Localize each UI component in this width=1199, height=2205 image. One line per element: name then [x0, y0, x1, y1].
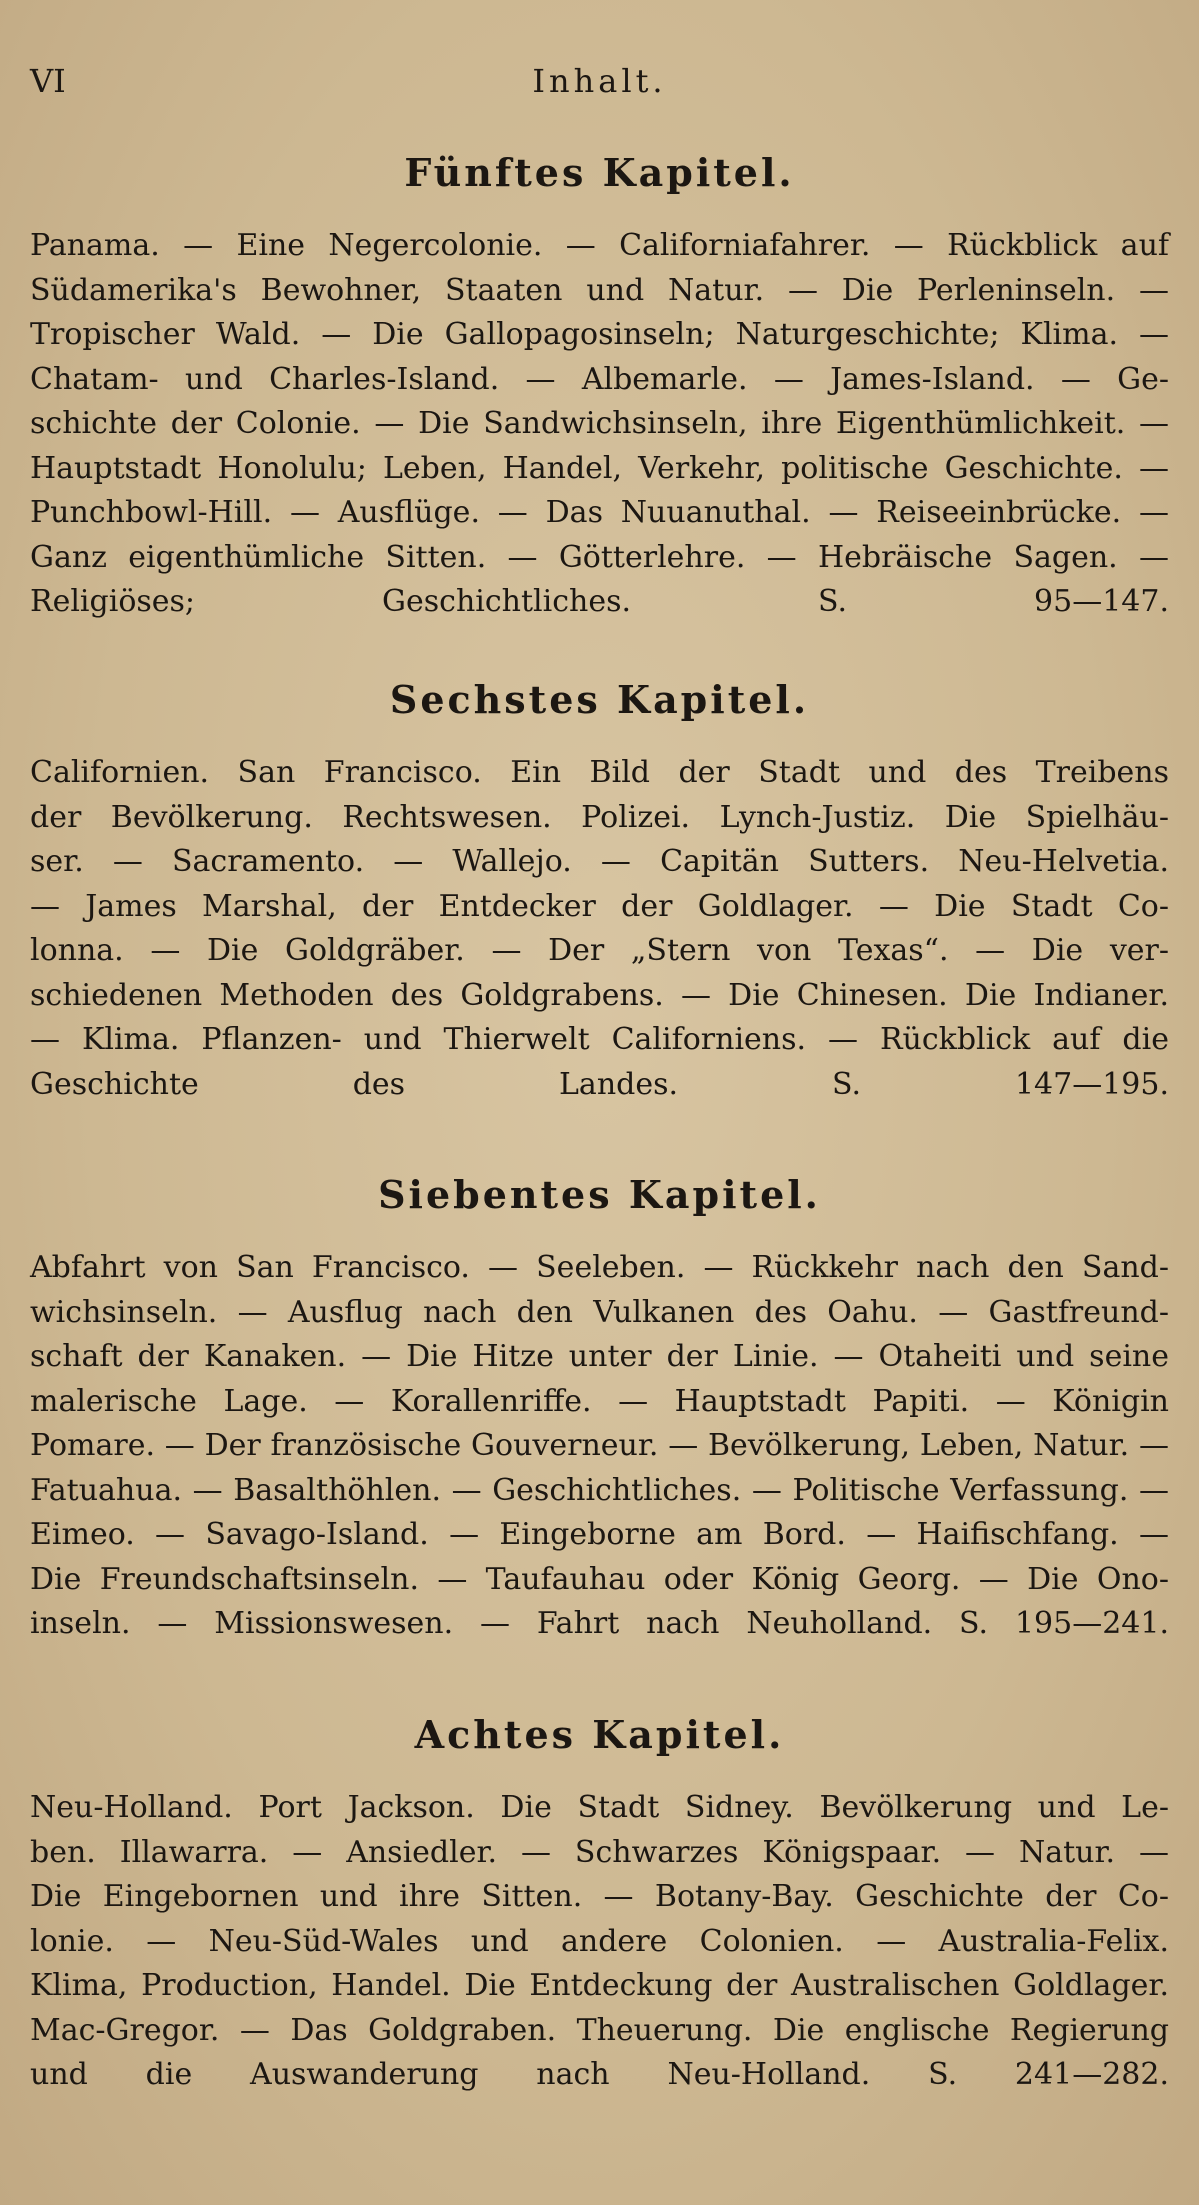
summary-line: lonna. — Die Goldgräber. — Der „Stern von Texas“. — Die ver- — [30, 933, 1169, 968]
summary-line: Die Eingebornen und ihre Sitten. — Botany-Bay. Geschichte der Co- — [30, 1879, 1169, 1914]
summary-line: Die Freundschaftsinseln. — Taufauhau oder König Georg. — Die Ono- — [30, 1561, 1169, 1597]
summary-line: schichte der Colonie. — Die Sandwichsinseln, ihre Eigenthümlichkeit. — — [30, 406, 1169, 441]
summary-line: Tropischer Wald. — Die Gallopagosinseln; Naturgeschichte; Klima. — — [30, 317, 1169, 352]
summary-line: Ganz eigenthümliche Sitten. — Götterlehre. — Hebräische Sagen. — — [30, 539, 1169, 575]
chapter-8 — [30, 1710, 1169, 2098]
summary-line: Geschichte des Landes. S. 147—195. — [30, 1066, 1169, 1102]
chapter-summary — [30, 224, 1169, 625]
chapter-heading: Achtes Kapitel. — [414, 1712, 785, 1757]
summary-line: wichsinseln. — Ausflug nach den Vulkanen des Oahu. — Gastfreund- — [30, 1294, 1169, 1330]
summary-line: schaft der Kanaken. — Die Hitze unter der Linie. — Otaheiti und seine — [30, 1339, 1169, 1374]
summary-line: Panama. — Eine Negercolonie. — Californiafahrer. — Rückblick auf — [30, 228, 1169, 263]
summary-line: ser. — Sacramento. — Wallejo. — Capitän Sutters. Neu-Helvetia. — [30, 844, 1169, 879]
chapter-summary — [30, 751, 1169, 1107]
chapter-summary — [30, 1786, 1169, 2098]
summary-line: — James Marshal, der Entdecker der Goldlager. — Die Stadt Co- — [30, 888, 1169, 924]
summary-line: Punchbowl-Hill. — Ausflüge. — Das Nuuanuthal. — Reiseeinbrücke. — — [30, 495, 1169, 530]
summary-line: lonie. — Neu-Süd-Wales und andere Colonien. — Australia-Felix. — [30, 1923, 1169, 1959]
chapter-7 — [30, 1170, 1169, 1647]
chapter-5 — [30, 148, 1169, 625]
summary-line: malerische Lage. — Korallenriffe. — Hauptstadt Papiti. — Königin — [30, 1383, 1169, 1419]
running-title: Inhalt. — [532, 62, 667, 100]
summary-line: Südamerika's Bewohner, Staaten und Natur. — Die Perleninseln. — — [30, 272, 1169, 308]
summary-line: ben. Illawarra. — Ansiedler. — Schwarzes Königspaar. — Natur. — — [30, 1834, 1169, 1870]
chapter-heading: Siebentes Kapitel. — [378, 1172, 821, 1217]
page-number: VI — [30, 62, 66, 100]
summary-line: Abfahrt von San Francisco. — Seeleben. — Rückkehr nach den Sand- — [30, 1250, 1169, 1285]
summary-line: Fatuahua. — Basalthöhlen. — Geschichtliches. — Politische Verfassung. — — [30, 1472, 1169, 1508]
chapter-summary — [30, 1246, 1169, 1647]
chapter-heading: Fünftes Kapitel. — [404, 150, 795, 195]
summary-line: Chatam- und Charles-Island. — Albemarle. — James-Island. — Ge- — [30, 361, 1169, 397]
running-head — [30, 62, 1169, 112]
summary-line: Californien. San Francisco. Ein Bild der Stadt und des Treibens — [30, 755, 1169, 790]
summary-line: Mac-Gregor. — Das Goldgraben. Theuerung. Die englische Regierung — [30, 2012, 1169, 2048]
summary-line: — Klima. Pflanzen- und Thierwelt Californiens. — Rückblick auf die — [30, 1022, 1169, 1057]
summary-line: der Bevölkerung. Rechtswesen. Polizei. Lynch-Justiz. Die Spielhäu- — [30, 799, 1169, 835]
summary-line: schiedenen Methoden des Goldgrabens. — Die Chinesen. Die Indianer. — [30, 977, 1169, 1013]
chapter-6 — [30, 675, 1169, 1107]
summary-line: Hauptstadt Honolulu; Leben, Handel, Verkehr, politische Geschichte. — — [30, 450, 1169, 486]
summary-line: Religiöses; Geschichtliches. S. 95—147. — [30, 584, 1169, 619]
summary-line: Klima, Production, Handel. Die Entdeckung der Australischen Goldlager. — [30, 1968, 1169, 2003]
summary-line: Neu-Holland. Port Jackson. Die Stadt Sidney. Bevölkerung und Le- — [30, 1790, 1169, 1825]
summary-line: und die Auswanderung nach Neu-Holland. S. 241—282. — [30, 2057, 1169, 2092]
summary-line: Pomare. — Der französische Gouverneur. — Bevölkerung, Leben, Natur. — — [30, 1428, 1169, 1463]
summary-line: inseln. — Missionswesen. — Fahrt nach Neuholland. S. 195—241. — [30, 1606, 1169, 1641]
summary-line: Eimeo. — Savago-Island. — Eingeborne am Bord. — Haifischfang. — — [30, 1517, 1169, 1552]
chapter-heading: Sechstes Kapitel. — [389, 677, 810, 722]
